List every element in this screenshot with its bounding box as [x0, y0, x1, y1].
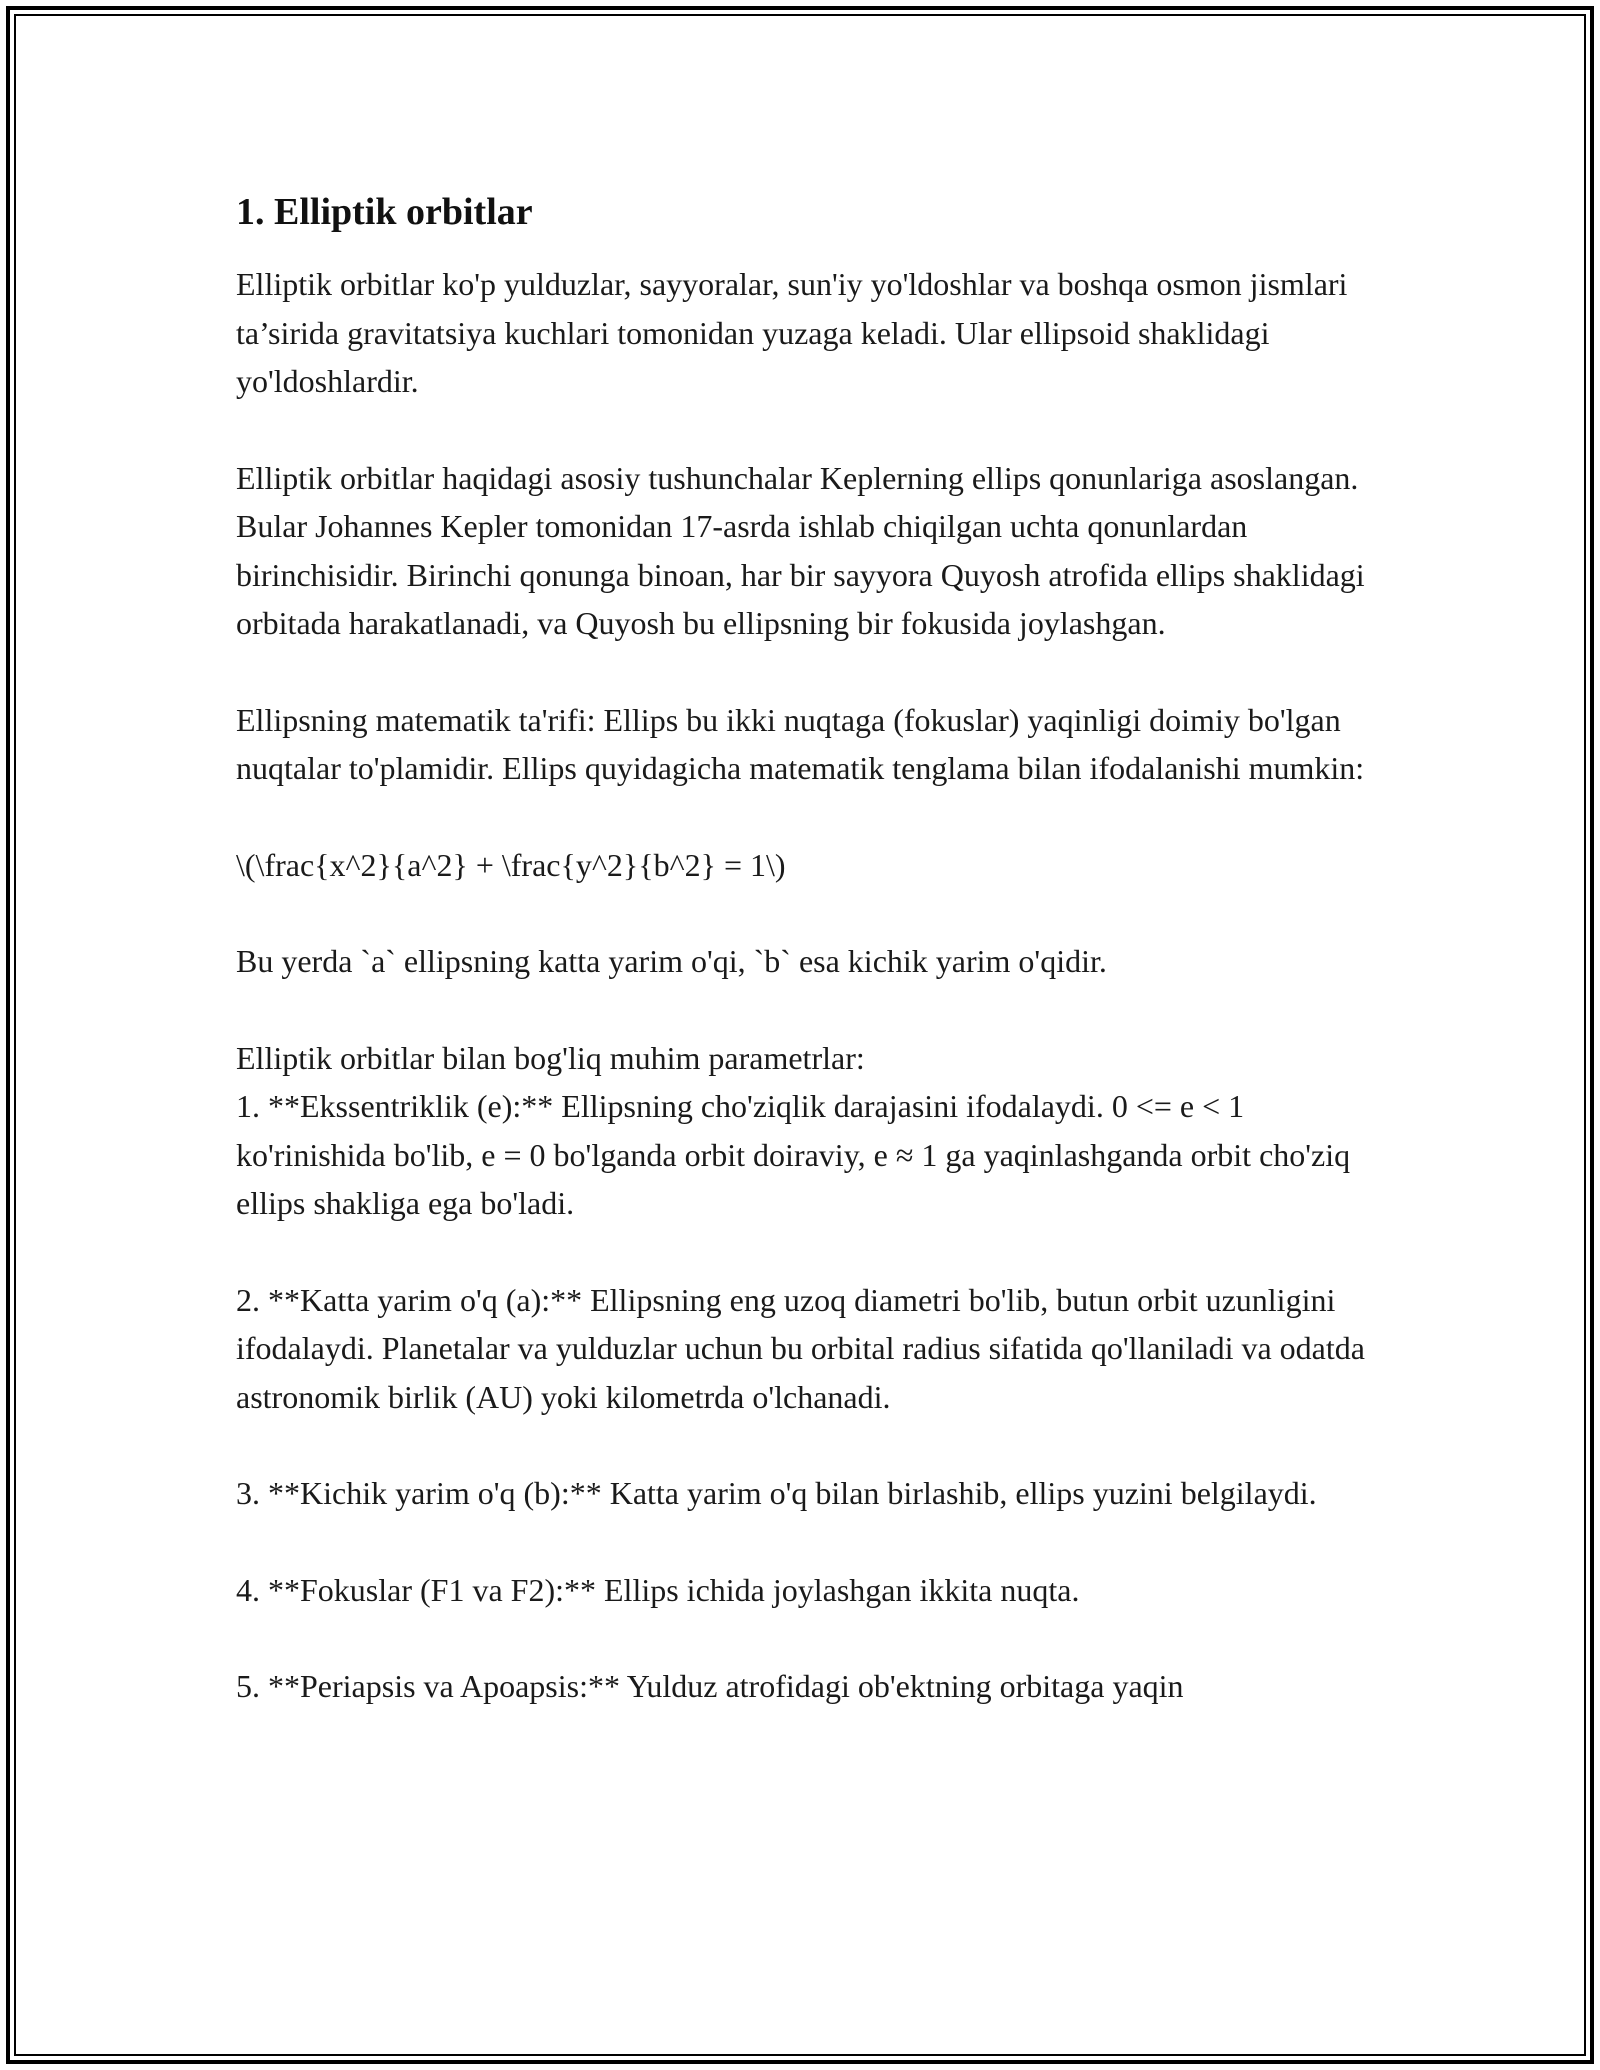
list-item-periapsis-apoapsis: 5. **Periapsis va Apoapsis:** Yulduz atrofidagi ob'ektning orbitaga yaqin — [236, 1668, 1184, 1704]
paragraph-kepler: Elliptik orbitlar haqidagi asosiy tushunchalar Keplerning ellips qonunlariga asoslangan. Bular Johannes Kepler tomonidan 17-asrda ishlab chiqilgan uchta qonunlardan birinchisidir. Birinchi qonunga binoan, har bir sayyora Quyosh atrofida ellips shaklidagi orbitada harakatlanadi, va Quyosh bu ellipsning bir fokusida joylashgan. — [236, 459, 1365, 641]
paragraph-axes: Bu yerda `a` ellipsning katta yarim o'qi, `b` esa kichik yarim o'qidir. — [236, 943, 1107, 979]
section-heading: 1. Elliptik orbitlar — [236, 191, 533, 233]
document-body — [236, 186, 1372, 1759]
paragraph-equation: \(\frac{x^2}{a^2} + \frac{y^2}{b^2} = 1\) — [236, 846, 786, 883]
list-item-foci: 4. **Fokuslar (F1 va F2):** Ellips ichida joylashgan ikkita nuqta. — [236, 1571, 1080, 1608]
list-item-semi-major-axis: 2. **Katta yarim o'q (a):** Ellipsning eng uzoq diametri bo'lib, butun orbit uzunligini ifodalaydi. Planetalar va yulduzlar uchun bu orbital radius sifatida qo'llaniladi va odatda astronomik birlik (AU) yoki kilometrda o'lchanadi. — [236, 1281, 1365, 1415]
list-item-eccentricity: 1. **Ekssentriklik (e):** Ellipsning cho'ziqlik darajasini ifodalaydi. 0 <= e < 1 ko'rinishida bo'lib, e = 0 bo'lganda orbit doiraviy, e ≈ 1 ga yaqinlashganda orbit cho'ziq ellips shakliga ega bo'ladi. — [236, 1088, 1351, 1221]
paragraph-definition: Ellipsning matematik ta'rifi: Ellips bu ikki nuqtaga (fokuslar) yaqinligi doimiy bo'lgan nuqtalar to'plamidir. Ellips quyidagicha matematik tenglama bilan ifodalanishi mumkin: — [236, 701, 1365, 786]
paragraph-parameters-intro: Elliptik orbitlar bilan bog'liq muhim parametrlar: — [236, 1039, 865, 1076]
paragraph-intro: Elliptik orbitlar ko'p yulduzlar, sayyoralar, sun'iy yo'ldoshlar va boshqa osmon jismlari ta’sirida gravitatsiya kuchlari tomonidan yuzaga keladi. Ular ellipsoid shaklidagi yo'ldoshlardir. — [236, 266, 1348, 399]
list-item-semi-minor-axis: 3. **Kichik yarim o'q (b):** Katta yarim o'q bilan birlashib, ellips yuzini belgilaydi. — [236, 1475, 1317, 1511]
